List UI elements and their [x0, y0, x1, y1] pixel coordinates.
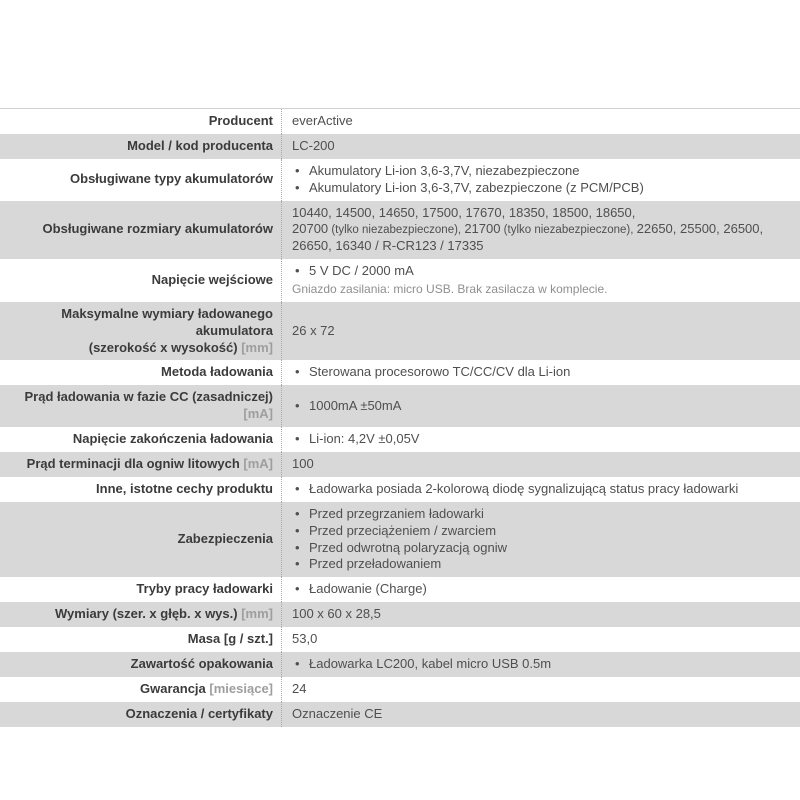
label-text: Gwarancja [miesiące] [140, 680, 273, 696]
value-note: Gniazdo zasilania: micro USB. Brak zasilacza w komplecie. [292, 282, 608, 297]
bullet-item: • Ładowanie (Charge) [292, 581, 790, 598]
spec-value [281, 652, 800, 677]
spec-label [0, 134, 281, 159]
spec-value [281, 201, 800, 260]
bullet-list [292, 263, 790, 280]
label-text: Prąd terminacji dla ogniw litowych [mA] [26, 456, 273, 471]
label-text: Zabezpieczenia [177, 531, 273, 547]
sizes-line2-rest: 22650, 25500, 26500, [636, 221, 764, 237]
bullet-list [292, 431, 790, 448]
spec-label [0, 477, 281, 502]
spec-row-model [0, 134, 800, 159]
spec-value [281, 259, 800, 301]
spec-value [281, 677, 800, 702]
spec-row-oznaczenia [0, 702, 800, 727]
spec-label [0, 201, 281, 260]
spec-row-metoda [0, 360, 800, 385]
bullet-list [292, 481, 790, 498]
spec-value [281, 602, 800, 627]
spec-value [281, 452, 800, 477]
spec-row-prad-terminacji [0, 452, 800, 477]
label-unit: [miesiące] [209, 680, 273, 696]
label-text: Napięcie wejściowe [151, 272, 273, 288]
value-text: 100 x 60 x 28,5 [292, 606, 381, 622]
spec-row-napiecie-zakonczenia [0, 427, 800, 452]
bullet-list [292, 398, 790, 415]
bullet-list [292, 506, 790, 574]
sizes-qualifier: (tylko niezabezpieczone), [500, 224, 637, 237]
sizes-qualifier: (tylko niezabezpieczone), [328, 224, 465, 237]
spec-value [281, 385, 800, 427]
spec-row-maks-wymiary [0, 302, 800, 361]
sizes-line1: 10440, 14500, 14650, 17500, 17670, 18350, 18500, 18650, [292, 204, 636, 220]
label-text: Zawartość opakowania [130, 656, 273, 672]
spec-label [0, 502, 281, 578]
value-text: everActive [292, 113, 353, 128]
label-text: Napięcie zakończenia ładowania [72, 431, 273, 447]
spec-row-wymiary [0, 602, 800, 627]
bullet-list [292, 581, 790, 598]
spec-value [281, 360, 800, 385]
bullet-list [292, 656, 790, 673]
bullet-item: • Akumulatory Li-ion 3,6-3,7V, zabezpieczone (z PCM/PCB) [292, 180, 790, 197]
spec-row-gwarancja [0, 677, 800, 702]
value-text: 24 [292, 680, 307, 696]
label-line1: Maksymalne wymiary ładowanego akumulatora [61, 305, 273, 338]
spec-value [281, 577, 800, 602]
spec-value [281, 502, 800, 578]
bullet-item: • 1000mA ±50mA [292, 398, 790, 415]
label-text: Oznaczenia / certyfikaty [125, 705, 273, 721]
value-text: 26 x 72 [292, 322, 335, 338]
label-text: Wymiary (szer. x głęb. x wys.) [mm] [55, 606, 273, 622]
bullet-item: • Akumulatory Li-ion 3,6-3,7V, niezabezpieczone [292, 163, 790, 180]
label-text: Prąd ładowania w fazie CC (zasadniczej) [mA] [24, 389, 273, 422]
spec-label [0, 702, 281, 727]
value-text: 53,0 [292, 631, 318, 647]
spec-row-typy [0, 159, 800, 201]
bullet-item: • Ładowarka LC200, kabel micro USB 0.5m [292, 656, 790, 673]
value-text: Oznaczenie CE [292, 705, 383, 721]
sizes-num: 20700 [292, 221, 329, 237]
spec-row-masa [0, 627, 800, 652]
label-line2: (szerokość x wysokość) [88, 339, 238, 355]
spec-table [0, 108, 800, 727]
label-unit: [mA] [243, 406, 273, 422]
spec-value [281, 159, 800, 201]
spec-label [0, 452, 281, 477]
bullet-item: • Przed przegrzaniem ładowarki [292, 506, 790, 523]
bullet-list [292, 163, 790, 197]
spec-label [0, 360, 281, 385]
spec-row-prad-cc [0, 385, 800, 427]
spec-label [0, 159, 281, 201]
label-text: Obsługiwane typy akumulatorów [70, 171, 273, 187]
sizes-num: 21700 [464, 221, 501, 237]
spec-value [281, 427, 800, 452]
spec-row-tryby [0, 577, 800, 602]
spec-row-rozmiary [0, 201, 800, 260]
spec-label [0, 259, 281, 301]
spec-label [0, 677, 281, 702]
label-text: Metoda ładowania [161, 364, 273, 380]
label-text: Obsługiwane rozmiary akumulatorów [42, 221, 273, 237]
spec-row-napiecie-wejsciowe [0, 259, 800, 301]
spec-row-inne-cechy [0, 477, 800, 502]
spec-value [281, 109, 800, 134]
value-text: 100 [292, 456, 314, 471]
spec-value [281, 627, 800, 652]
spec-label [0, 627, 281, 652]
spec-label [0, 302, 281, 361]
label-text: Tryby pracy ładowarki [136, 581, 273, 597]
spec-label [0, 109, 281, 134]
spec-label [0, 602, 281, 627]
spec-row-zabezpieczenia [0, 502, 800, 578]
spec-value [281, 702, 800, 727]
label-text [6, 306, 273, 357]
label-unit: [mm] [241, 339, 273, 355]
label-unit: [mm] [241, 606, 273, 622]
label-text: Producent [208, 113, 273, 128]
label-text: Masa [g / szt.] [187, 631, 273, 647]
spec-row-producent [0, 109, 800, 134]
spec-value [281, 302, 800, 361]
bullet-item: • Ładowarka posiada 2-kolorową diodę sygnalizującą status pracy ładowarki [292, 481, 790, 498]
spec-label [0, 385, 281, 427]
spec-value [281, 134, 800, 159]
spec-label [0, 652, 281, 677]
sizes-text [292, 205, 790, 256]
bullet-list [292, 364, 790, 381]
label-text: Inne, istotne cechy produktu [96, 480, 273, 496]
spec-value [281, 477, 800, 502]
spec-row-zawartosc [0, 652, 800, 677]
label-text: Model / kod producenta [127, 137, 273, 153]
bullet-item: • Li-ion: 4,2V ±0,05V [292, 431, 790, 448]
spec-label [0, 577, 281, 602]
label-unit: [mA] [243, 456, 273, 471]
bullet-item: • Przed przeładowaniem [292, 556, 790, 573]
sizes-line3: 26650, 16340 / R-CR123 / 17335 [292, 238, 484, 254]
bullet-item: • Przed odwrotną polaryzacją ogniw [292, 540, 790, 557]
spec-label [0, 427, 281, 452]
bullet-item: • Sterowana procesorowo TC/CC/CV dla Li-ion [292, 364, 790, 381]
bullet-item: • 5 V DC / 2000 mA [292, 263, 790, 280]
bullet-item: • Przed przeciążeniem / zwarciem [292, 523, 790, 540]
value-text: LC-200 [292, 137, 335, 153]
